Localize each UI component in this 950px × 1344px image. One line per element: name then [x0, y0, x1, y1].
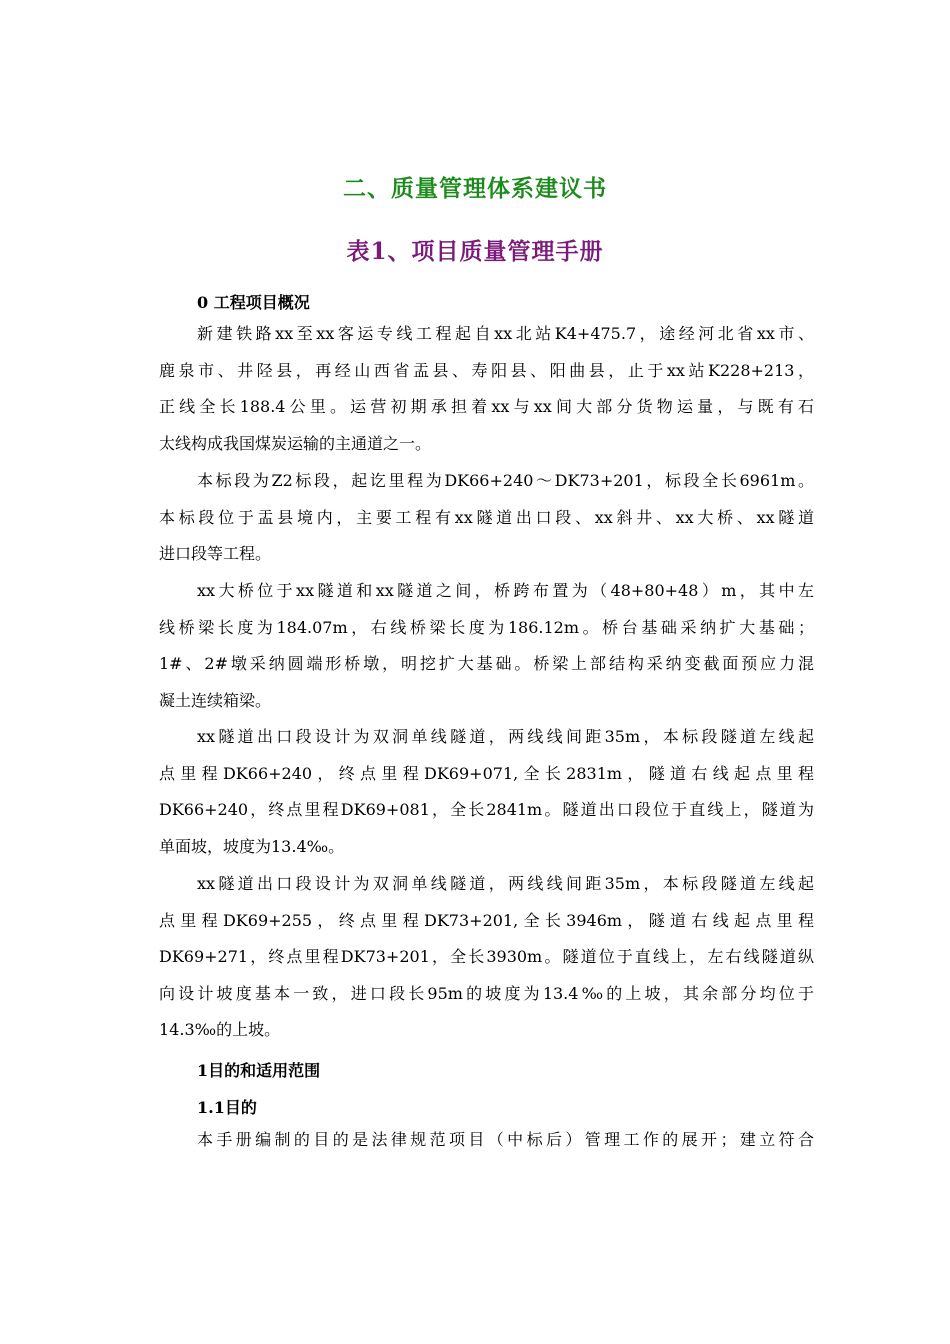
subsection-heading-purpose: 1.1目的	[197, 1098, 257, 1117]
paragraph-line: 1#、2#墩采纳圆端形桥墩，明挖扩大基础。桥梁上部结构采纳变截面预应力混	[159, 654, 814, 673]
paragraph-line: DK69+271，终点里程DK73+201，全长3930m。隧道位于直线上，左右线隧道纵	[159, 947, 814, 966]
paragraph-line: xx大桥位于xx隧道和xx隧道之间，桥跨布置为（48+80+48）m，其中左	[197, 581, 814, 600]
paragraph-line: 正线全长188.4公里。运营初期承担着xx与xx间大部分货物运量，与既有石	[159, 397, 814, 416]
paragraph-line: DK66+240，终点里程DK69+081，全长2841m。隧道出口段位于直线上，隧道为	[159, 800, 814, 819]
paragraph-line: 本手册编制的目的是法律规范项目（中标后）管理工作的展开；建立符合	[197, 1130, 814, 1149]
paragraph-line: 凝土连续箱梁。	[159, 690, 272, 710]
paragraph-line: 点里程DK69+255，终点里程DK73+201,全长3946m，隧道右线起点里程	[159, 910, 814, 930]
paragraph-tunnel-exit	[159, 719, 829, 865]
paragraph-line: xx隧道出口段设计为双洞单线隧道，两线线间距35m，本标段隧道左线起	[197, 874, 814, 893]
paragraph-line: 鹿泉市、井陉县，再经山西省盂县、寿阳县、阳曲县，止于xx站K228+213，	[159, 360, 814, 380]
paragraph-line: 新建铁路xx至xx客运专线工程起自xx北站K4+475.7，途经河北省xx市、	[197, 324, 814, 343]
paragraph-line: 向设计坡度基本一致，进口段长95m的坡度为13.4‰的上坡，其余部分均位于	[159, 983, 814, 1003]
paragraph-line: 14.3‰的上坡。	[159, 1020, 281, 1039]
paragraph-line: 进口段等工程。	[159, 544, 272, 563]
document-subtitle: 表1、项目质量管理手册	[346, 238, 604, 265]
paragraph-bridge	[159, 573, 829, 719]
paragraph-line: 太线构成我国煤炭运输的主通道之一。	[159, 433, 432, 453]
paragraph-line: xx隧道出口段设计为双洞单线隧道，两线线间距35m，本标段隧道左线起	[197, 727, 814, 746]
paragraph-section-scope	[159, 463, 829, 573]
paragraph-line: 本标段为Z2标段，起讫里程为DK66+240～DK73+201，标段全长6961m。	[197, 471, 814, 490]
paragraph-line: 本标段位于盂县境内，主要工程有xx隧道出口段、xx斜井、xx大桥、xx隧道	[159, 507, 814, 527]
paragraph-tunnel-entrance	[159, 866, 829, 1049]
paragraph-line: 点里程DK66+240，终点里程DK69+071,全长2831m，隧道右线起点里程	[159, 763, 814, 783]
document-title: 二、质量管理体系建议书	[343, 175, 607, 202]
paragraph-line: 单面坡，坡度为13.4‰。	[159, 836, 345, 856]
section-heading-purpose-scope: 1目的和适用范围	[197, 1061, 321, 1080]
paragraph-line: 线桥梁长度为184.07m，右线桥梁长度为186.12m。桥台基础采纳扩大基础；	[159, 617, 814, 637]
section-heading-overview: 0 工程项目概况	[197, 293, 310, 312]
paragraph-route-overview	[159, 316, 829, 462]
paragraph-purpose	[159, 1122, 829, 1159]
